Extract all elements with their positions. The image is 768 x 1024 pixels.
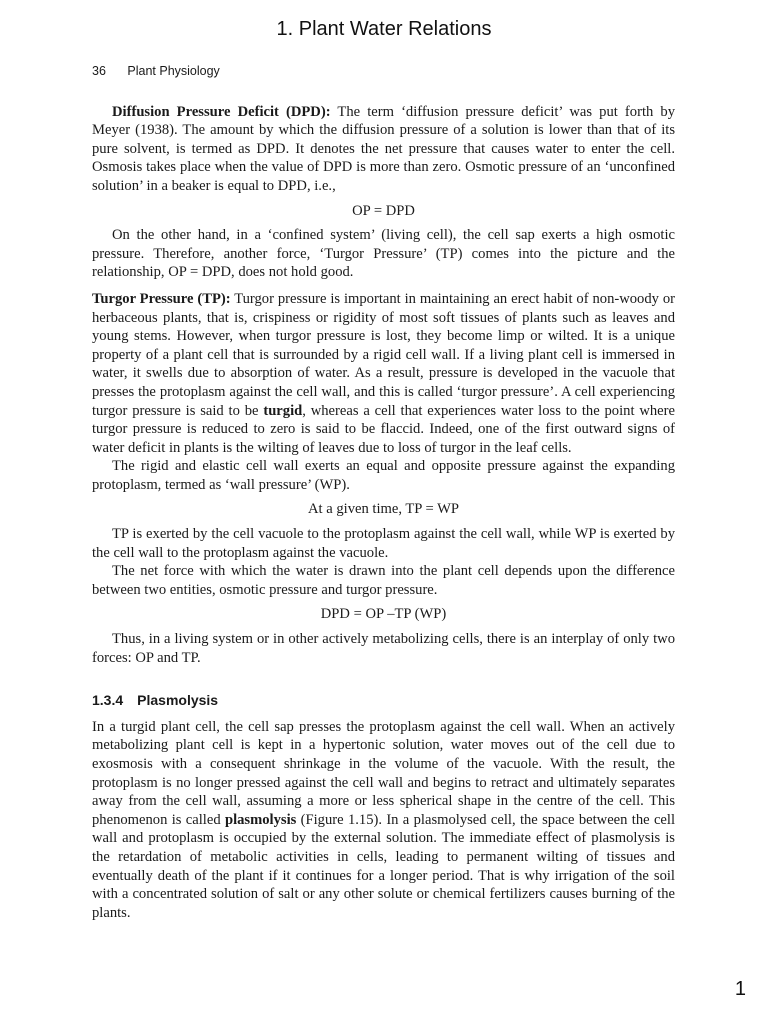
section-heading-plasmolysis (92, 691, 675, 710)
equation-op-dpd: OP = DPD (352, 202, 415, 219)
turgor-paragraph (92, 290, 675, 457)
plasmolysis-paragraph (92, 718, 675, 923)
section-number: 1.3.4 (92, 692, 124, 709)
running-title: Plant Physiology (127, 64, 220, 78)
book-page (92, 62, 675, 922)
section-title: Plasmolysis (137, 692, 219, 709)
turgid-word: turgid (263, 402, 303, 419)
dpd-text: The term ‘diffusion pressure deficit’ was put forth by Meyer (1938). The amount by which the diffusion pressure of a solution is lower than that of its pure solvent, is termed as DPD. It denotes the net pressure that causes water to enter the cell. Osmosis takes place when the value of DPD is more than zero. Osmotic pressure of an ‘unconfined solution’ in a beaker is equal to DPD, i.e., (92, 103, 675, 194)
tp-text-b: , whereas a cell that experiences water loss to the point where turgor pressure is reduced to zero is said to be flaccid. Indeed, one of the first outward signs of water deficit in plants is the wilting of leaves due to loss of turgor in the leaf cells. (92, 402, 675, 456)
viewer-page-number: 1 (734, 978, 746, 1000)
equation-dpd-op-tp: DPD = OP –TP (WP) (320, 606, 447, 623)
plasmolysis-word: plasmolysis (224, 811, 297, 828)
dpd-term: Diffusion Pressure Deficit (DPD): (112, 103, 331, 120)
equation-tp-wp: At a given time, TP = WP (307, 501, 460, 518)
tp-term: Turgor Pressure (TP): (92, 290, 231, 307)
net-force-paragraph: The net force with which the water is drawn into the plant cell depends upon the difference between two entities, osmotic pressure and turgor pressure. (92, 563, 675, 598)
plasmolysis-text-a: In a turgid plant cell, the cell sap presses the protoplasm against the cell wall. When an actively metabolizing plant cell is kept in a hypertonic solution, water moves out of the cell due to exosmosis with a consequent shrinkage in the volume of the vacuole. With the result, the protoplasm is no longer pressed against the cell wall and begins to retract and ultimately separates away from the cell wall, assuming a more or less spherical shape in the centre of the cell. This phenomenon is called (92, 718, 675, 828)
tp-text-a: Turgor pressure is important in maintaining an erect habit of non-woody or herbaceous plants, that is, crispiness or rigidity of most soft tissues of plants such as leaves and young stems. However, when turgor pressure is lost, they become limp or wilted. It is a unique property of a plant cell that is surrounded by a rigid cell wall. If a living plant cell is immersed in water, it swells due to absorption of water. As a result, pressure is developed in the vacuole that presses the protoplasm against the cell wall, and this is called ‘turgor pressure’. A cell experiencing turgor pressure is said to be (92, 290, 675, 419)
document-title: 1. Plant Water Relations (276, 18, 492, 40)
confined-system-paragraph: On the other hand, in a ‘confined system’ (living cell), the cell sap exerts a high osmotic pressure. Therefore, another force, ‘Turgor Pressure’ (TP) comes into the picture and the relationship, OP = DPD, does not hold good. (92, 227, 675, 281)
plasmolysis-text-b: (Figure 1.15). In a plasmolysed cell, the space between the cell wall and protoplasm is occupied by the external solution. The immediate effect of plasmolysis is the retardation of metabolic activities in cells, leading to permanent wilting of tissues and eventually death of the plant if it continues for a longer period. That is why irrigation of the soil with a concentrated solution of salt or any other solute or chemical fertilizers causes burning of the plants. (92, 811, 676, 921)
wall-pressure-paragraph: The rigid and elastic cell wall exerts an equal and opposite pressure against the expanding protoplasm, termed as ‘wall pressure’ (WP). (92, 458, 675, 493)
two-forces-paragraph: Thus, in a living system or in other actively metabolizing cells, there is an interplay of only two forces: OP and TP. (92, 631, 675, 666)
vacuole-paragraph: TP is exerted by the cell vacuole to the protoplasm against the cell wall, while WP is exerted by the cell wall to the protoplasm against the vacuole. (92, 526, 675, 561)
dpd-paragraph (92, 103, 675, 196)
running-header (92, 62, 675, 81)
book-page-number: 36 (92, 64, 106, 78)
